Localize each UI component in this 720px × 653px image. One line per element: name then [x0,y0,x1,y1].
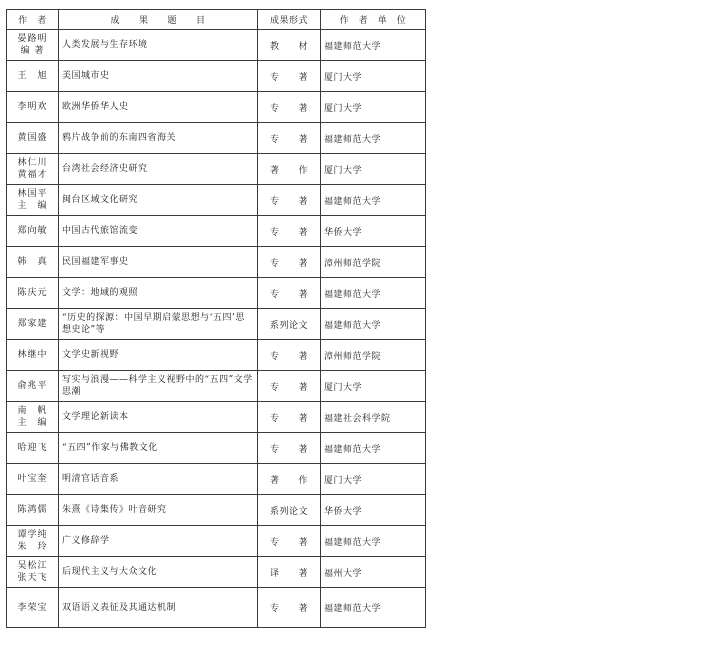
author-cell [7,495,59,526]
form-cell: 系列论文 [258,495,321,526]
form-cell: 专 著 [258,92,321,123]
author-cell [7,433,59,464]
author-name: 韩 真 [17,257,48,267]
form-cell: 系列论文 [258,309,321,340]
unit-cell: 厦门大学 [321,154,426,185]
table-row [7,588,426,628]
unit-cell: 厦门大学 [321,92,426,123]
author-cell [7,154,59,185]
author-cell [7,278,59,309]
form-cell: 专 著 [258,278,321,309]
author-name: 张天飞 [17,573,48,583]
author-name: 叶宝奎 [17,474,48,484]
form-cell: 专 著 [258,247,321,278]
author-name: 编 著 [20,46,45,56]
unit-cell: 厦门大学 [321,61,426,92]
table-row [7,464,426,495]
unit-cell: 福建师范大学 [321,30,426,61]
title-cell: 双语语义表征及其通达机制 [59,588,258,628]
author-cell [7,340,59,371]
title-cell: “历史的探源：中国早期启蒙思想与‘五四’思想史论”等 [59,309,258,340]
unit-cell: 福建社会科学院 [321,402,426,433]
header-unit: 作 者 单 位 [321,10,426,30]
table-row [7,495,426,526]
author-name: 黄国盛 [17,133,48,143]
title-cell: 中国古代旅馆流变 [59,216,258,247]
table-row [7,278,426,309]
author-name: 王 旭 [17,71,48,81]
header-form: 成果形式 [258,10,321,30]
title-cell: 闽台区域文化研究 [59,185,258,216]
author-cell [7,309,59,340]
title-cell: 朱熹《诗集传》叶音研究 [59,495,258,526]
author-name: 李明欢 [17,102,48,112]
author-cell [7,371,59,402]
unit-cell: 华侨大学 [321,216,426,247]
author-cell [7,30,59,61]
form-cell: 专 著 [258,123,321,154]
title-cell: 美国城市史 [59,61,258,92]
unit-cell: 福建师范大学 [321,123,426,154]
author-cell [7,185,59,216]
author-name: 吴松江 [17,561,48,571]
author-name: 林继中 [17,350,48,360]
table-row [7,247,426,278]
table-row [7,154,426,185]
title-cell: “五四”作家与佛教文化 [59,433,258,464]
unit-cell: 福建师范大学 [321,433,426,464]
author-cell [7,402,59,433]
author-name: 黄福才 [17,170,48,180]
author-name: 主 编 [17,201,48,211]
unit-cell: 福建师范大学 [321,278,426,309]
form-cell: 著 作 [258,464,321,495]
table-row [7,309,426,340]
author-cell [7,92,59,123]
unit-cell: 福建师范大学 [321,309,426,340]
author-name: 谭学纯 [17,530,48,540]
form-cell: 专 著 [258,526,321,557]
table-row [7,557,426,588]
title-cell: 明清官话音系 [59,464,258,495]
table-body [7,30,426,628]
author-name: 陈鸿儒 [17,505,48,515]
unit-cell: 漳州师范学院 [321,247,426,278]
title-cell: 文学理论新读本 [59,402,258,433]
unit-cell: 厦门大学 [321,464,426,495]
title-cell: 台湾社会经济史研究 [59,154,258,185]
author-name: 朱 玲 [17,542,48,552]
unit-cell: 华侨大学 [321,495,426,526]
unit-cell: 福州大学 [321,557,426,588]
author-name: 林国平 [17,189,48,199]
form-cell: 专 著 [258,185,321,216]
table-row [7,92,426,123]
table-header [7,10,426,30]
author-name: 林仁川 [17,158,48,168]
form-cell: 专 著 [258,433,321,464]
title-cell: 欧洲华侨华人史 [59,92,258,123]
form-cell: 教 材 [258,30,321,61]
table-row [7,340,426,371]
header-title: 成 果 题 目 [59,10,258,30]
author-name: 陈庆元 [17,288,48,298]
unit-cell: 厦门大学 [321,371,426,402]
unit-cell: 漳州师范学院 [321,340,426,371]
author-cell [7,61,59,92]
author-cell [7,526,59,557]
unit-cell: 福建师范大学 [321,185,426,216]
author-name: 哈迎飞 [17,443,48,453]
title-cell: 广义修辞学 [59,526,258,557]
form-cell: 专 著 [258,371,321,402]
table-row [7,216,426,247]
author-cell [7,588,59,628]
title-cell: 文学：地域的观照 [59,278,258,309]
author-cell [7,464,59,495]
title-cell: 人类发展与生存环境 [59,30,258,61]
author-name: 郑家建 [17,319,48,329]
header-row [7,10,426,30]
header-author: 作 者 [7,10,59,30]
author-cell [7,123,59,154]
author-cell [7,216,59,247]
table-row [7,61,426,92]
title-cell: 民国福建军事史 [59,247,258,278]
form-cell: 专 著 [258,61,321,92]
author-cell [7,557,59,588]
author-name: 俞兆平 [17,381,48,391]
title-cell: 后现代主义与大众文化 [59,557,258,588]
table-row [7,402,426,433]
table-row [7,185,426,216]
form-cell: 著 作 [258,154,321,185]
title-cell: 文学史新视野 [59,340,258,371]
form-cell: 专 著 [258,340,321,371]
table-row [7,371,426,402]
table-row [7,433,426,464]
author-name: 晏路明 [17,34,48,44]
unit-cell: 福建师范大学 [321,526,426,557]
author-name: 南 帆 [17,406,48,416]
awards-table [6,9,426,628]
table-row [7,30,426,61]
title-cell: 写实与浪漫——科学主义视野中的“五四”文学思潮 [59,371,258,402]
author-cell [7,247,59,278]
unit-cell: 福建师范大学 [321,588,426,628]
author-name: 李荣宝 [17,602,48,613]
author-name: 主 编 [17,418,48,428]
form-cell: 专 著 [258,588,321,628]
table-row [7,123,426,154]
table-row [7,526,426,557]
form-cell: 专 著 [258,216,321,247]
form-cell: 专 著 [258,402,321,433]
title-cell: 鸦片战争前的东南四省海关 [59,123,258,154]
author-name: 郑向敏 [17,226,48,236]
form-cell: 译 著 [258,557,321,588]
